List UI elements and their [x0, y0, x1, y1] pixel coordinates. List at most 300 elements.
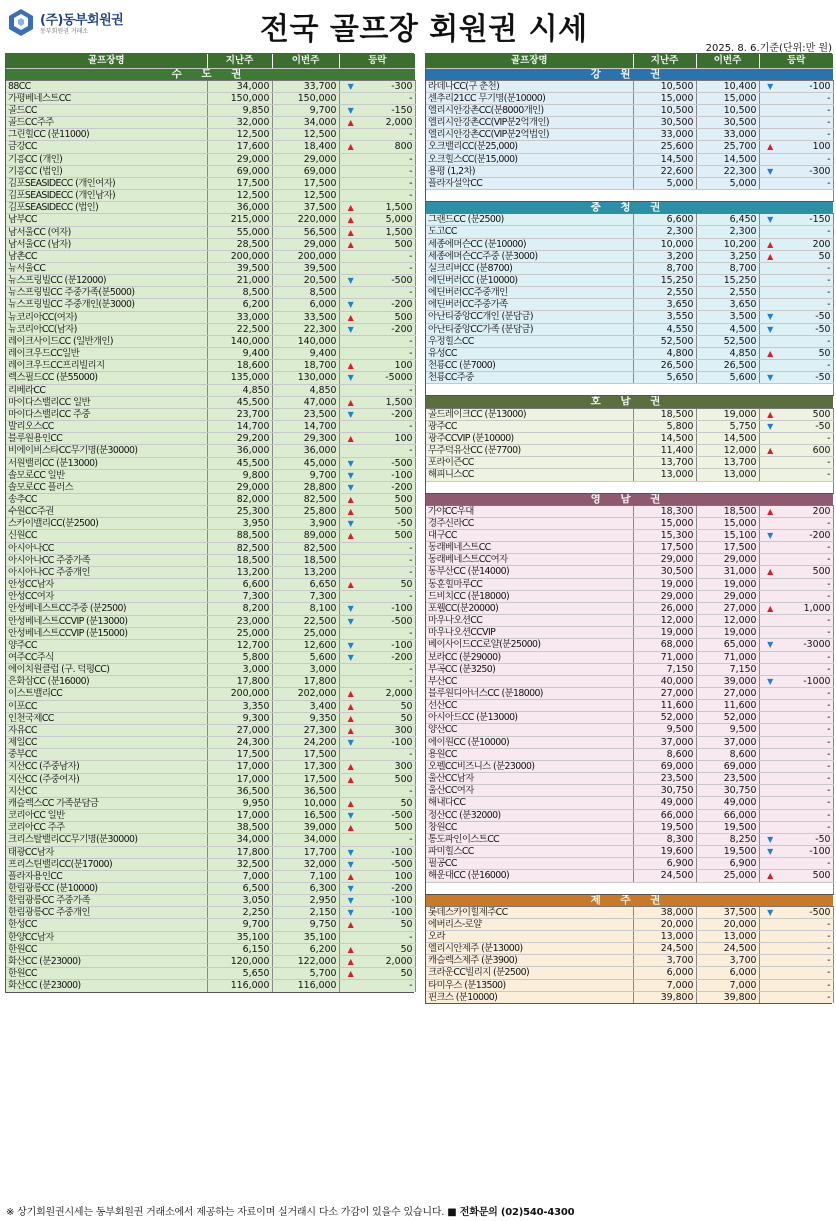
price-this-week: 9,700 [272, 104, 339, 116]
table-row [426, 129, 833, 141]
price-change: -500 [362, 275, 415, 287]
table-row [6, 907, 415, 919]
arrow-down-icon: ▼ [759, 214, 781, 226]
table-row [6, 372, 415, 384]
price-last-week: 33,000 [633, 129, 696, 141]
price-last-week: 35,100 [207, 931, 272, 943]
price-change: - [781, 299, 833, 311]
price-last-week: 116,000 [207, 980, 272, 992]
price-change: - [781, 542, 833, 554]
price-this-week: 7,150 [696, 663, 759, 675]
club-name: 마이다스밸리CC 일반 [6, 396, 207, 408]
price-this-week: 2,950 [272, 895, 339, 907]
table-row [426, 299, 833, 311]
club-name: 아시아드CC (분13000) [426, 712, 633, 724]
table-header-row [426, 54, 833, 68]
price-last-week: 21,000 [207, 275, 272, 287]
price-this-week: 23,500 [696, 773, 759, 785]
price-last-week: 6,200 [207, 299, 272, 311]
price-last-week: 6,000 [633, 967, 696, 979]
table-row [6, 712, 415, 724]
club-name: 에버리스-로얄 [426, 918, 633, 930]
table-row [6, 955, 415, 967]
price-change: -50 [781, 372, 833, 384]
price-last-week: 38,000 [633, 906, 696, 918]
club-name: 김포SEASIDECC (법인) [6, 202, 207, 214]
price-last-week: 18,500 [633, 408, 696, 420]
table-row [426, 153, 833, 165]
price-change: - [781, 797, 833, 809]
price-change: - [781, 979, 833, 991]
price-this-week: 2,150 [272, 907, 339, 919]
price-last-week: 2,550 [633, 287, 696, 299]
price-change: - [362, 190, 415, 202]
club-name: 비에이비스타CC무기명(분30000) [6, 445, 207, 457]
arrow-down-icon: ▼ [759, 846, 781, 858]
price-last-week: 3,950 [207, 518, 272, 530]
region-header-sudo [6, 68, 415, 80]
club-name: 에이원CC (분10000) [426, 736, 633, 748]
club-name: 화산CC (분23000) [6, 955, 207, 967]
price-this-week: 7,100 [272, 870, 339, 882]
arrow-up-icon: ▲ [339, 822, 362, 834]
price-last-week: 20,000 [633, 918, 696, 930]
club-name: 안성베네스트CC주중 (분2500) [6, 603, 207, 615]
price-change: 500 [781, 566, 833, 578]
price-last-week: 37,000 [633, 736, 696, 748]
table-row [426, 542, 833, 554]
price-this-week: 8,500 [272, 287, 339, 299]
club-name: 부곡CC (분3250) [426, 663, 633, 675]
arrow-down-icon: ▼ [339, 372, 362, 384]
logo-subtitle: 동부회원권 거래소 [40, 28, 89, 35]
table-row [6, 323, 415, 335]
price-change: 100 [362, 360, 415, 372]
price-change: -100 [781, 846, 833, 858]
no-change-marker [759, 153, 781, 165]
table-row [6, 931, 415, 943]
table-row [6, 627, 415, 639]
price-last-week: 15,250 [633, 275, 696, 287]
price-last-week: 25,600 [633, 141, 696, 153]
price-last-week: 32,000 [207, 117, 272, 129]
price-this-week: 3,900 [272, 518, 339, 530]
no-change-marker [759, 700, 781, 712]
price-last-week: 88,500 [207, 530, 272, 542]
price-change: - [362, 980, 415, 992]
arrow-up-icon: ▲ [759, 347, 781, 359]
club-name: 정산CC (분32000) [426, 809, 633, 821]
club-name: 해내다CC [426, 797, 633, 809]
price-change: - [781, 554, 833, 566]
price-last-week: 4,550 [633, 323, 696, 335]
table-row [6, 615, 415, 627]
table-row [6, 506, 415, 518]
price-last-week: 19,600 [633, 846, 696, 858]
region-title: 호 남 권 [426, 396, 833, 408]
club-name: 유성CC [426, 347, 633, 359]
club-name: 화산CC (분23000) [6, 980, 207, 992]
arrow-down-icon: ▼ [759, 833, 781, 845]
club-name: 크리스탈밸리CC무기명(분30000) [6, 834, 207, 846]
club-name: 울산CC남자 [426, 773, 633, 785]
no-change-marker [339, 165, 362, 177]
club-name: 한원CC [6, 943, 207, 955]
club-name: 광주CCVIP (분10000) [426, 432, 633, 444]
price-change: 500 [362, 506, 415, 518]
no-change-marker [759, 287, 781, 299]
club-name: 한림광릉CC (분10000) [6, 882, 207, 894]
no-change-marker [759, 979, 781, 991]
price-last-week: 19,000 [633, 627, 696, 639]
table-row [6, 737, 415, 749]
price-last-week: 23,500 [633, 773, 696, 785]
price-this-week: 140,000 [272, 335, 339, 347]
price-change: -200 [362, 882, 415, 894]
price-last-week: 200,000 [207, 250, 272, 262]
price-change: 100 [362, 870, 415, 882]
price-change: 2,000 [362, 955, 415, 967]
col-header-this: 이번주 [696, 54, 759, 68]
price-change: -50 [781, 833, 833, 845]
price-last-week: 14,500 [633, 153, 696, 165]
price-last-week: 2,250 [207, 907, 272, 919]
price-this-week: 220,000 [272, 214, 339, 226]
price-this-week: 122,000 [272, 955, 339, 967]
table-row [6, 250, 415, 262]
price-this-week: 19,000 [696, 627, 759, 639]
table-row [6, 129, 415, 141]
price-this-week: 13,200 [272, 566, 339, 578]
price-last-week: 33,000 [207, 311, 272, 323]
club-name: 그랜드CC (분2500) [426, 214, 633, 226]
no-change-marker [339, 664, 362, 676]
price-this-week: 25,700 [696, 141, 759, 153]
col-header-name: 골프장명 [426, 54, 633, 68]
club-name: 그린힐CC (분11000) [6, 129, 207, 141]
club-name: 에딘버러CC (분10000) [426, 275, 633, 287]
table-row [6, 92, 415, 104]
table-row [6, 943, 415, 955]
club-name: 블루원디아너스CC (분18000) [426, 688, 633, 700]
price-change: - [781, 821, 833, 833]
club-name: 뉴코리아CC(여자) [6, 311, 207, 323]
club-name: 필공CC [426, 858, 633, 870]
price-this-week: 5,000 [696, 177, 759, 189]
price-this-week: 24,200 [272, 737, 339, 749]
price-change: - [781, 153, 833, 165]
table-row [6, 773, 415, 785]
price-last-week: 10,000 [633, 238, 696, 250]
club-name: 캐슬렉스제주 (분3900) [426, 955, 633, 967]
table-row [426, 967, 833, 979]
table-row [6, 554, 415, 566]
club-name: 88CC [6, 80, 207, 92]
no-change-marker [759, 955, 781, 967]
price-this-week: 18,500 [696, 505, 759, 517]
club-name: 오크힐스CC(분15,000) [426, 153, 633, 165]
club-name: 한림광릉CC 주중가족 [6, 895, 207, 907]
club-name: 캐슬렉스CC 가족분담금 [6, 797, 207, 809]
table-row [426, 445, 833, 457]
table-row [6, 749, 415, 761]
price-last-week: 6,500 [207, 882, 272, 894]
no-change-marker [759, 785, 781, 797]
club-name: 리베라CC [6, 384, 207, 396]
table-row [6, 822, 415, 834]
price-change: 50 [362, 797, 415, 809]
no-change-marker [759, 651, 781, 663]
no-change-marker [339, 834, 362, 846]
price-this-week: 8,100 [272, 603, 339, 615]
price-this-week: 26,500 [696, 360, 759, 372]
club-name: 중부CC [6, 749, 207, 761]
table-row [6, 919, 415, 931]
table-row [6, 639, 415, 651]
price-this-week: 6,200 [272, 943, 339, 955]
price-change: 100 [362, 433, 415, 445]
price-change: - [362, 554, 415, 566]
club-name: 지산CC [6, 785, 207, 797]
price-change: - [781, 287, 833, 299]
price-change: - [781, 129, 833, 141]
club-name: 이스트밸리CC [6, 688, 207, 700]
price-last-week: 5,650 [207, 968, 272, 980]
no-change-marker [759, 177, 781, 189]
price-last-week: 26,500 [633, 360, 696, 372]
table-row [426, 250, 833, 262]
club-name: 플라자용인CC [6, 870, 207, 882]
arrow-up-icon: ▲ [759, 250, 781, 262]
price-last-week: 15,300 [633, 529, 696, 541]
price-this-week: 14,700 [272, 421, 339, 433]
price-this-week: 27,000 [696, 602, 759, 614]
price-change: -100 [781, 80, 833, 92]
price-last-week: 18,500 [207, 554, 272, 566]
table-row [6, 542, 415, 554]
arrow-down-icon: ▼ [339, 737, 362, 749]
table-row [426, 785, 833, 797]
price-change: 600 [781, 445, 833, 457]
footer-phone: ■ 전화문의 (02)540-4300 [447, 1207, 575, 1218]
price-last-week: 135,000 [207, 372, 272, 384]
price-change: - [781, 930, 833, 942]
price-change: - [362, 445, 415, 457]
price-change: - [362, 749, 415, 761]
price-this-week: 29,000 [696, 554, 759, 566]
table-row [426, 372, 833, 384]
price-this-week: 10,200 [696, 238, 759, 250]
no-change-marker [759, 858, 781, 870]
price-this-week: 6,450 [696, 214, 759, 226]
price-change: - [781, 578, 833, 590]
club-name: 실크리버CC (분8700) [426, 262, 633, 274]
price-this-week: 5,750 [696, 420, 759, 432]
logo-emblem-icon [6, 7, 36, 37]
no-change-marker [759, 724, 781, 736]
price-this-week: 33,700 [272, 80, 339, 92]
arrow-up-icon: ▲ [339, 773, 362, 785]
table-row [6, 724, 415, 736]
price-change: 5,000 [362, 214, 415, 226]
region-header-honam [426, 396, 833, 408]
club-name: 안성CC남자 [6, 579, 207, 591]
table-row [426, 566, 833, 578]
arrow-down-icon: ▼ [339, 652, 362, 664]
price-change: - [781, 858, 833, 870]
price-this-week: 49,000 [696, 797, 759, 809]
arrow-up-icon: ▲ [339, 943, 362, 955]
price-last-week: 30,500 [633, 566, 696, 578]
no-change-marker [339, 931, 362, 943]
price-change: - [781, 457, 833, 469]
price-last-week: 3,200 [633, 250, 696, 262]
price-change: -300 [781, 165, 833, 177]
price-this-week: 13,000 [696, 930, 759, 942]
price-this-week: 2,300 [696, 226, 759, 238]
price-last-week: 7,000 [207, 870, 272, 882]
table-row [426, 906, 833, 918]
price-change: - [781, 724, 833, 736]
price-change: - [781, 785, 833, 797]
price-this-week: 18,500 [272, 554, 339, 566]
club-name: 뉴스프링빌CC (분12000) [6, 275, 207, 287]
price-this-week: 20,500 [272, 275, 339, 287]
arrow-up-icon: ▲ [339, 919, 362, 931]
price-change: -150 [362, 104, 415, 116]
price-change: 800 [362, 141, 415, 153]
price-this-week: 29,000 [272, 153, 339, 165]
price-last-week: 12,500 [207, 129, 272, 141]
table-row [6, 603, 415, 615]
table-row [6, 834, 415, 846]
price-change: -100 [362, 639, 415, 651]
table-row [426, 505, 833, 517]
table-row [6, 493, 415, 505]
price-this-week: 9,400 [272, 348, 339, 360]
price-this-week: 14,500 [696, 153, 759, 165]
price-this-week: 4,850 [696, 347, 759, 359]
club-name: 가야CC우대 [426, 505, 633, 517]
price-change: - [362, 335, 415, 347]
table-row [6, 870, 415, 882]
club-name: 지산CC (주중여자) [6, 773, 207, 785]
price-this-week: 12,500 [272, 129, 339, 141]
price-change: -1000 [781, 675, 833, 687]
club-name: 한양CC남자 [6, 931, 207, 943]
no-change-marker [759, 809, 781, 821]
arrow-up-icon: ▲ [759, 505, 781, 517]
table-row [426, 809, 833, 821]
no-change-marker [759, 457, 781, 469]
club-name: 아시아나CC [6, 542, 207, 554]
club-name: 남부CC [6, 214, 207, 226]
arrow-down-icon: ▼ [339, 104, 362, 116]
price-last-week: 30,750 [633, 785, 696, 797]
club-name: 골드CC주주 [6, 117, 207, 129]
table-header-row [6, 54, 415, 68]
no-change-marker [339, 287, 362, 299]
no-change-marker [339, 749, 362, 761]
price-this-week: 45,000 [272, 457, 339, 469]
price-this-week: 36,000 [272, 445, 339, 457]
price-this-week: 6,000 [272, 299, 339, 311]
price-this-week: 19,500 [696, 846, 759, 858]
table-row [6, 566, 415, 578]
price-this-week: 202,000 [272, 688, 339, 700]
club-name: 포웰CC(분20000) [426, 602, 633, 614]
table-row [426, 688, 833, 700]
col-header-this: 이번주 [272, 54, 339, 68]
price-this-week: 17,500 [272, 749, 339, 761]
price-this-week: 9,700 [272, 469, 339, 481]
club-name: 발리오스CC [6, 421, 207, 433]
price-change: - [781, 432, 833, 444]
price-this-week: 82,500 [272, 493, 339, 505]
table-row [6, 846, 415, 858]
price-this-week: 89,000 [272, 530, 339, 542]
table-row [6, 433, 415, 445]
price-last-week: 200,000 [207, 688, 272, 700]
club-name: 금강CC [6, 141, 207, 153]
price-last-week: 3,350 [207, 700, 272, 712]
price-last-week: 4,800 [633, 347, 696, 359]
price-last-week: 13,000 [633, 469, 696, 481]
price-change: -100 [362, 907, 415, 919]
price-last-week: 29,000 [633, 590, 696, 602]
price-last-week: 9,300 [207, 712, 272, 724]
club-name: 레이크사이드CC (일반개인) [6, 335, 207, 347]
no-change-marker [339, 153, 362, 165]
price-last-week: 23,000 [207, 615, 272, 627]
price-this-week: 35,100 [272, 931, 339, 943]
table-row [6, 968, 415, 980]
club-name: 타미우스 (분13500) [426, 979, 633, 991]
no-change-marker [339, 421, 362, 433]
table-row [6, 882, 415, 894]
arrow-down-icon: ▼ [339, 639, 362, 651]
table-row [6, 335, 415, 347]
arrow-up-icon: ▲ [339, 870, 362, 882]
no-change-marker [339, 554, 362, 566]
table-row [6, 104, 415, 116]
club-name: 천룡CC (분7000) [426, 360, 633, 372]
price-change: - [362, 384, 415, 396]
arrow-up-icon: ▲ [759, 408, 781, 420]
arrow-up-icon: ▲ [339, 700, 362, 712]
club-name: 남서울CC (여자) [6, 226, 207, 238]
price-change: - [362, 129, 415, 141]
price-change: -150 [781, 214, 833, 226]
no-change-marker [759, 663, 781, 675]
price-this-week: 19,000 [696, 408, 759, 420]
price-change: - [362, 348, 415, 360]
date-note: 2025. 8. 6.기준(단위:만 원) [705, 43, 832, 54]
price-change: 200 [781, 238, 833, 250]
club-name: 서원밸리CC (분13000) [6, 457, 207, 469]
price-last-week: 39,500 [207, 263, 272, 275]
price-change: -50 [781, 311, 833, 323]
arrow-up-icon: ▲ [339, 724, 362, 736]
price-this-week: 3,700 [696, 955, 759, 967]
price-this-week: 39,500 [272, 263, 339, 275]
table-row [426, 287, 833, 299]
arrow-up-icon: ▲ [339, 761, 362, 773]
region-gap [426, 882, 833, 894]
price-last-week: 6,900 [633, 858, 696, 870]
table-row [426, 347, 833, 359]
price-change: - [362, 92, 415, 104]
